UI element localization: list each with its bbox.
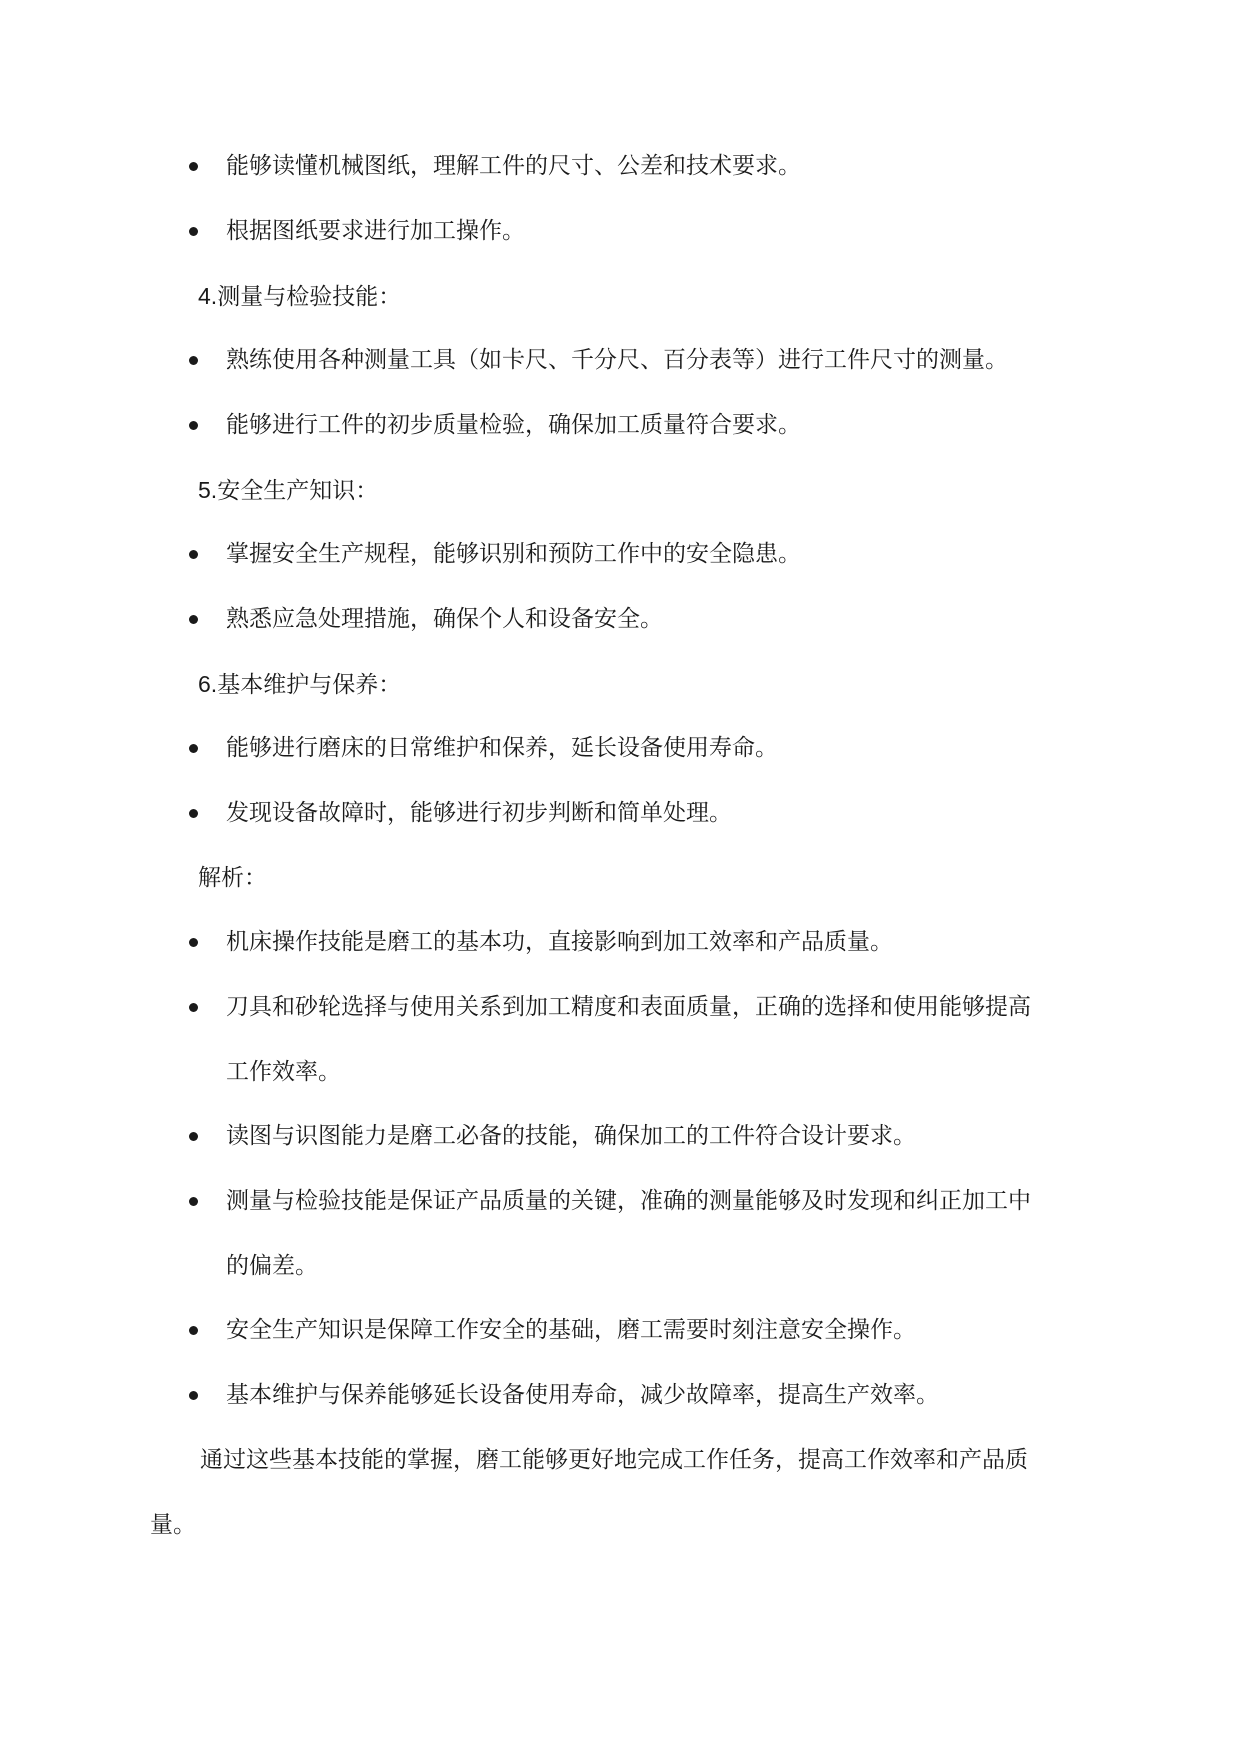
list-item: 熟悉应急处理措施，确保个人和设备安全。 [226, 606, 663, 632]
section-number: 5. [198, 477, 218, 503]
list-item-continuation: 的偏差。 [226, 1253, 318, 1279]
section-number: 4. [198, 283, 218, 309]
section-title: 基本维护与保养： [217, 672, 402, 698]
section-title: 测量与检验技能： [217, 284, 402, 310]
list-item: 读图与识图能力是磨工必备的技能，确保加工的工件符合设计要求。 [226, 1123, 916, 1149]
bullet-marker [189, 1326, 198, 1335]
bullet-marker [189, 550, 198, 559]
bullet-marker [189, 227, 198, 236]
closing-paragraph-continuation: 量。 [150, 1512, 196, 1538]
list-item: 测量与检验技能是保证产品质量的关键，准确的测量能够及时发现和纠正加工中 [226, 1188, 1031, 1214]
closing-paragraph: 通过这些基本技能的掌握，磨工能够更好地完成工作任务，提高工作效率和产品质 [200, 1447, 1028, 1473]
bullet-marker [189, 1197, 198, 1206]
bullet-marker [189, 1003, 198, 1012]
list-item: 熟练使用各种测量工具（如卡尺、千分尺、百分表等）进行工件尺寸的测量。 [226, 347, 1008, 373]
list-item: 根据图纸要求进行加工操作。 [226, 218, 525, 244]
list-item-continuation: 工作效率。 [226, 1059, 341, 1085]
bullet-marker [189, 421, 198, 430]
bullet-marker [189, 744, 198, 753]
list-item: 基本维护与保养能够延长设备使用寿命，减少故障率，提高生产效率。 [226, 1382, 939, 1408]
section-title: 安全生产知识： [217, 478, 379, 504]
bullet-marker [189, 809, 198, 818]
section-heading-6 [198, 668, 401, 701]
list-item: 掌握安全生产规程，能够识别和预防工作中的安全隐患。 [226, 541, 801, 567]
section-number: 6. [198, 671, 218, 697]
analysis-heading: 解析： [198, 865, 267, 891]
bullet-marker [189, 1391, 198, 1400]
list-item: 发现设备故障时，能够进行初步判断和简单处理。 [226, 800, 732, 826]
bullet-marker [189, 162, 198, 171]
list-item: 能够进行工件的初步质量检验，确保加工质量符合要求。 [226, 412, 801, 438]
list-item: 机床操作技能是磨工的基本功，直接影响到加工效率和产品质量。 [226, 929, 893, 955]
section-heading-5 [198, 474, 378, 507]
list-item: 能够进行磨床的日常维护和保养，延长设备使用寿命。 [226, 735, 778, 761]
bullet-marker [189, 1132, 198, 1141]
list-item: 安全生产知识是保障工作安全的基础，磨工需要时刻注意安全操作。 [226, 1317, 916, 1343]
list-item: 能够读懂机械图纸，理解工件的尺寸、公差和技术要求。 [226, 153, 801, 179]
list-item: 刀具和砂轮选择与使用关系到加工精度和表面质量，正确的选择和使用能够提高 [226, 994, 1031, 1020]
bullet-marker [189, 938, 198, 947]
section-heading-4 [198, 280, 401, 313]
bullet-marker [189, 356, 198, 365]
bullet-marker [189, 615, 198, 624]
